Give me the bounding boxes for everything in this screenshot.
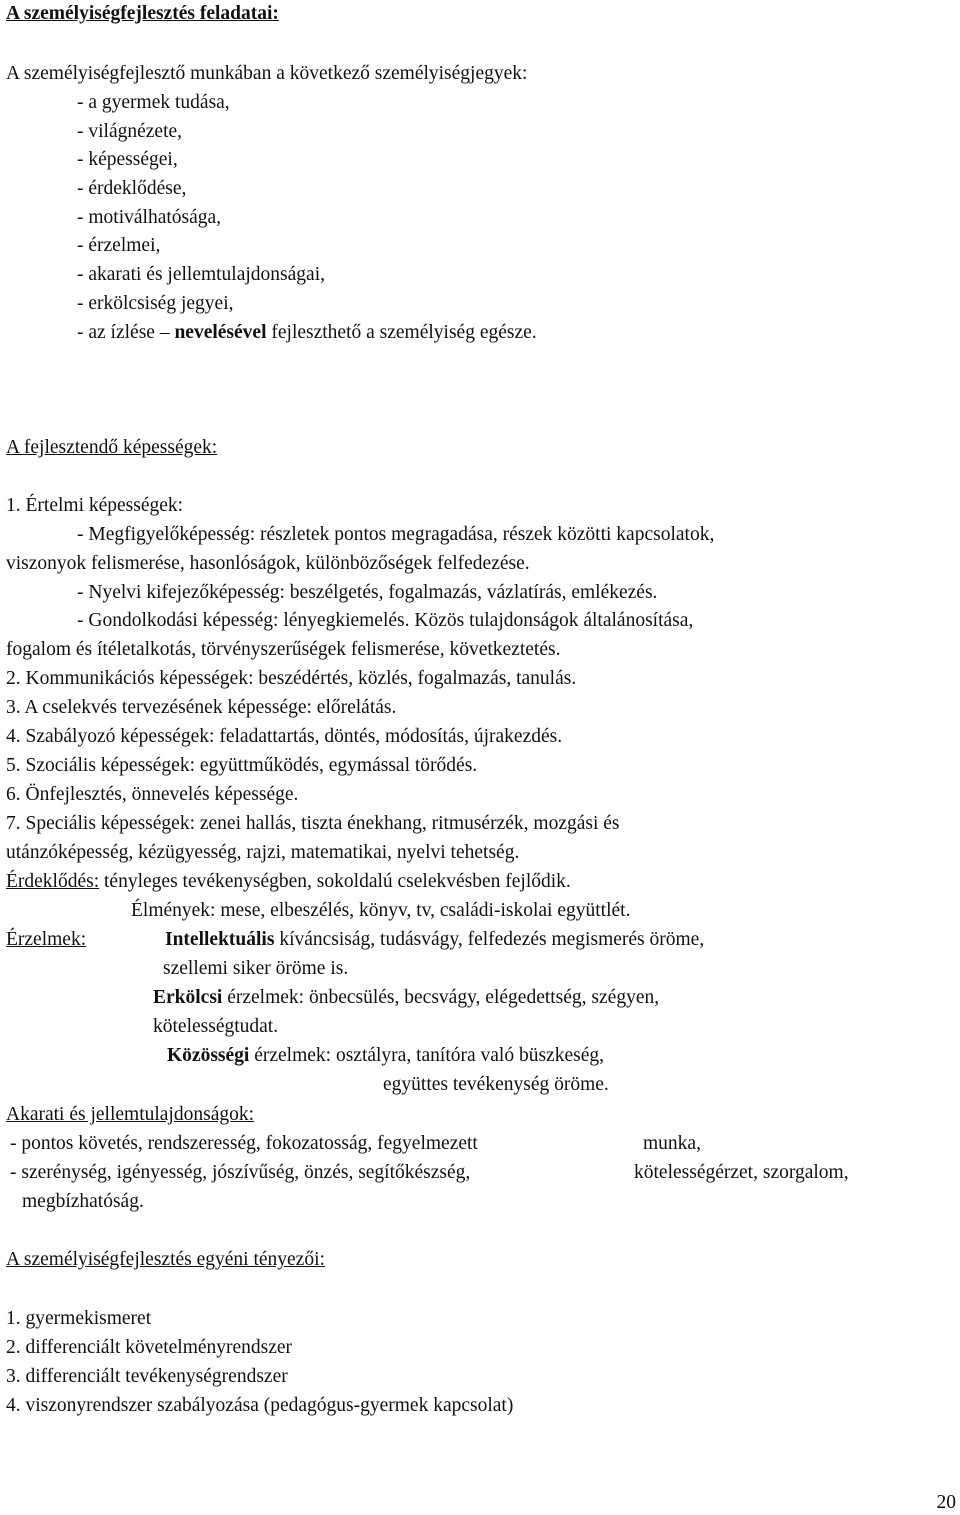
intro-text: A személyiségfejlesztő munkában a következő személyiségjegyek:: [6, 63, 528, 84]
trait-item: - érdeklődése,: [77, 178, 187, 199]
will-line-1b: munka,: [643, 1133, 701, 1154]
moral-bold: Erkölcsi: [153, 987, 223, 1008]
emotions-label: Érzelmek:: [6, 929, 87, 950]
will-line-2a: - szerénység, igényesség, jószívűség, önzés, segítőkészség,: [10, 1162, 471, 1183]
abilities-heading: A fejlesztendő képességek:: [6, 437, 218, 458]
trait-last-after: fejleszthető a személyiség egésze.: [266, 322, 537, 343]
trait-item: - képességei,: [77, 149, 178, 170]
trait-last-bold: nevelésével: [174, 322, 267, 343]
trait-item: - akarati és jellemtulajdonságai,: [77, 264, 325, 285]
observation-line-2: viszonyok felismerése, hasonlóságok, különbözőségek felfedezése.: [6, 553, 530, 574]
interest-text: tényleges tevékenységben, sokoldalú cselekvésben fejlődik.: [99, 871, 571, 892]
intellectual-text: kíváncsiság, tudásvágy, felfedezés megismerés öröme,: [274, 929, 705, 950]
trait-item: - világnézete,: [77, 121, 183, 142]
trait-last-before: - az ízlése –: [77, 322, 175, 343]
trait-item: - motiválhatósága,: [77, 207, 222, 228]
intellectual-cont: szellemi siker öröme is.: [163, 958, 349, 979]
moral-cont: kötelességtudat.: [153, 1016, 279, 1037]
will-line-2b: kötelességérzet, szorgalom,: [634, 1162, 849, 1183]
special-line-1: 7. Speciális képességek: zenei hallás, tiszta énekhang, ritmusérzék, mozgási és: [6, 813, 620, 834]
numbered-item: 4. Szabályozó képességek: feladattartás, döntés, módosítás, újrakezdés.: [6, 726, 563, 747]
community-line: [167, 1046, 604, 1066]
individual-item: 4. viszonyrendszer szabályozása (pedagógus-gyermek kapcsolat): [6, 1395, 514, 1416]
moral-line: [153, 988, 659, 1008]
will-line-3: megbízhatóság.: [22, 1191, 144, 1212]
numbered-item: 6. Önfejlesztés, önnevelés képessége.: [6, 784, 299, 805]
observation-line-1: - Megfigyelőképesség: részletek pontos megragadása, részek közötti kapcsolatok,: [77, 524, 715, 545]
numbered-item: 2. Kommunikációs képességek: beszédértés, közlés, fogalmazás, tanulás.: [6, 668, 577, 689]
trait-item: - a gyermek tudása,: [77, 92, 230, 113]
individual-item: 1. gyermekismeret: [6, 1308, 152, 1329]
will-line-1a: - pontos követés, rendszeresség, fokozatosság, fegyelmezett: [10, 1133, 478, 1154]
community-cont: együttes tevékenység öröme.: [383, 1074, 609, 1095]
trait-item-last: [77, 323, 537, 343]
page-heading: A személyiségfejlesztés feladatai:: [6, 3, 279, 24]
community-bold: Közösségi: [167, 1045, 250, 1066]
trait-item: - érzelmei,: [77, 235, 161, 256]
special-line-2: utánzóképesség, kézügyesség, rajzi, matematikai, nyelvi tehetség.: [6, 842, 520, 863]
community-text: érzelmek: osztályra, tanítóra való büszkeség,: [249, 1045, 604, 1066]
numbered-item: 5. Szociális képességek: együttműködés, egymással törődés.: [6, 755, 478, 776]
language-line: - Nyelvi kifejezőképesség: beszélgetés, fogalmazás, vázlatírás, emlékezés.: [77, 582, 658, 603]
cognitive-title: 1. Értelmi képességek:: [6, 495, 184, 516]
page-number: 20: [936, 1492, 956, 1513]
individual-heading: A személyiségfejlesztés egyéni tényezői:: [6, 1249, 325, 1270]
thinking-line-2: fogalom és ítéletalkotás, törvényszerűségek felismerése, következtetés.: [6, 639, 561, 660]
numbered-item: 3. A cselekvés tervezésének képessége: előrelátás.: [6, 697, 397, 718]
interest-line: [6, 872, 571, 892]
interest-label: Érdeklődés:: [6, 871, 100, 892]
thinking-line-1: - Gondolkodási képesség: lényegkiemelés. Közös tulajdonságok általánosítása,: [77, 610, 694, 631]
individual-item: 3. differenciált tevékenységrendszer: [6, 1366, 288, 1387]
will-heading: Akarati és jellemtulajdonságok:: [6, 1104, 255, 1125]
intellectual-bold: Intellektuális: [165, 929, 275, 950]
individual-item: 2. differenciált követelményrendszer: [6, 1337, 293, 1358]
trait-item: - erkölcsiség jegyei,: [77, 293, 234, 314]
experiences-line: Élmények: mese, elbeszélés, könyv, tv, családi-iskolai együttlét.: [131, 900, 631, 921]
intellectual-line: [165, 930, 704, 950]
moral-text: érzelmek: önbecsülés, becsvágy, elégedettség, szégyen,: [222, 987, 660, 1008]
